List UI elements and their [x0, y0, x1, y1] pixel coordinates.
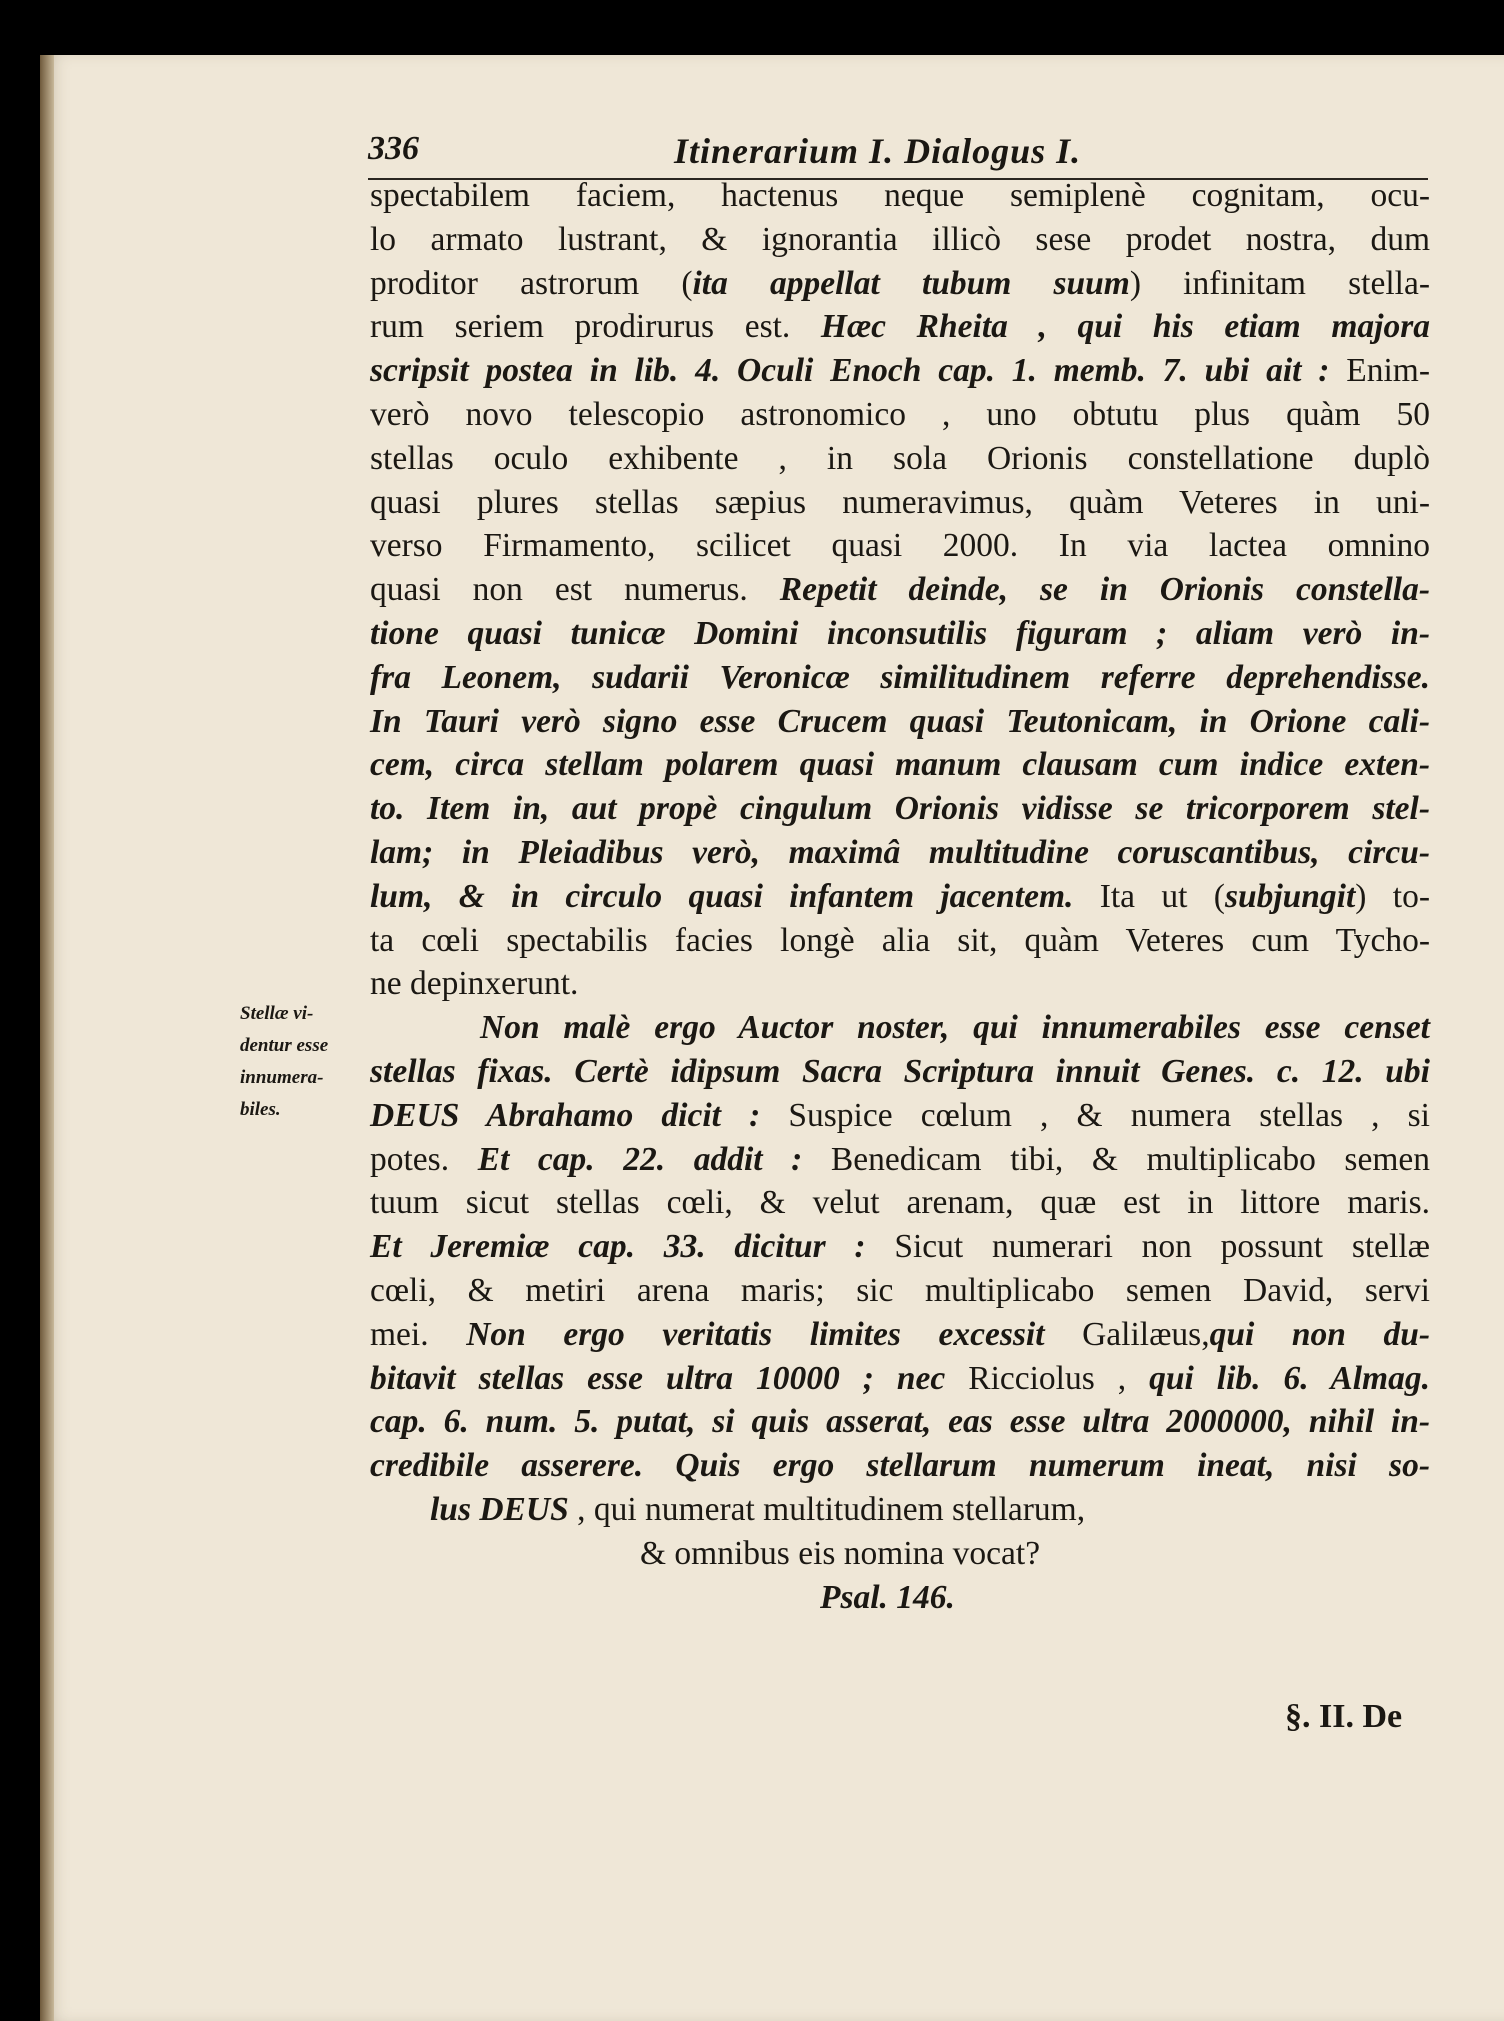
text-line: proditor astrorum (ita appellat tubum suum) infinitam stella-	[370, 264, 1430, 302]
text-line: & omnibus eis nomina vocat?	[640, 1534, 1041, 1572]
text-line: lam; in Pleiadibus verò, maximâ multitudine coruscantibus, circu-	[370, 833, 1430, 871]
text-line: stellas fixas. Certè idipsum Sacra Scriptura innuit Genes. c. 12. ubi	[370, 1052, 1430, 1090]
text-line: fra Leonem, sudarii Veronicæ similitudinem referre deprehendisse.	[370, 658, 1430, 696]
text-line: lo armato lustrant, & ignorantia illicò sese prodet nostra, dum	[370, 220, 1430, 258]
text-line: mei. Non ergo veritatis limites excessit Galilæus,qui non du-	[370, 1315, 1430, 1353]
text-line: credibile asserere. Quis ergo stellarum numerum ineat, nisi so-	[370, 1447, 1430, 1485]
catchword: §. II. De	[1285, 1698, 1403, 1735]
text-line: quasi non est numerus. Repetit deinde, se in Orionis constella-	[370, 571, 1430, 609]
running-header	[368, 130, 1428, 172]
text-line: Psal. 146.	[820, 1578, 955, 1616]
text-line: rum seriem prodirurus est. Hæc Rheita , qui his etiam majora	[370, 308, 1430, 346]
text-line: cœli, & metiri arena maris; sic multiplicabo semen David, servi	[370, 1271, 1430, 1309]
text-line: DEUS Abrahamo dicit : Suspice cœlum , & numera stellas , si	[370, 1096, 1430, 1134]
page-number: 336	[368, 130, 419, 167]
text-line: ne depinxerunt.	[370, 965, 579, 1003]
text-line: cem, circa stellam polarem quasi manum clausam cum indice exten-	[370, 746, 1430, 784]
text-block	[370, 174, 1430, 1619]
text-line: quasi plures stellas sæpius numeravimus, quàm Veteres in uni-	[370, 483, 1430, 521]
text-line: In Tauri verò signo esse Crucem quasi Teutonicam, in Orione cali-	[370, 702, 1430, 740]
text-line: stellas oculo exhibente , in sola Orionis constellatione duplò	[370, 439, 1430, 477]
text-line: cap. 6. num. 5. putat, si quis asserat, eas esse ultra 2000000, nihil in-	[370, 1403, 1430, 1441]
text-line: Non malè ergo Auctor noster, qui innumerabiles esse censet	[480, 1009, 1430, 1047]
text-line: potes. Et cap. 22. addit : Benedicam tibi, & multiplicabo semen	[370, 1140, 1430, 1178]
margin-note: Stellæ vi- dentur esse innumera- biles.	[240, 1003, 329, 1120]
text-line: bitavit stellas esse ultra 10000 ; nec Ricciolus , qui lib. 6. Almag.	[370, 1359, 1430, 1397]
text-line: tione quasi tunicæ Domini inconsutilis figuram ; aliam verò in-	[370, 614, 1430, 652]
text-line: ta cœli spectabilis facies longè alia sit, quàm Veteres cum Tycho-	[370, 921, 1430, 959]
page-gutter	[40, 55, 54, 2021]
text-line: tuum sicut stellas cœli, & velut arenam, quæ est in littore maris.	[370, 1184, 1430, 1222]
text-line: lus DEUS , qui numerat multitudinem stellarum,	[430, 1490, 1086, 1528]
text-line: verso Firmamento, scilicet quasi 2000. In via lactea omnino	[370, 527, 1430, 565]
text-line: verò novo telescopio astronomico , uno obtutu plus quàm 50	[370, 395, 1430, 433]
running-title: Itinerarium I. Dialogus I.	[674, 131, 1082, 171]
text-line: Et Jeremiæ cap. 33. dicitur : Sicut numerari non possunt stellæ	[370, 1228, 1430, 1266]
text-line: to. Item in, aut propè cingulum Orionis vidisse se tricorporem stel-	[370, 790, 1430, 828]
text-line: lum, & in circulo quasi infantem jacentem. Ita ut (subjungit) to-	[370, 877, 1431, 915]
text-line: spectabilem faciem, hactenus neque semiplenè cognitam, ocu-	[370, 177, 1430, 214]
text-line: scripsit postea in lib. 4. Oculi Enoch cap. 1. memb. 7. ubi ait : Enim-	[370, 352, 1431, 390]
